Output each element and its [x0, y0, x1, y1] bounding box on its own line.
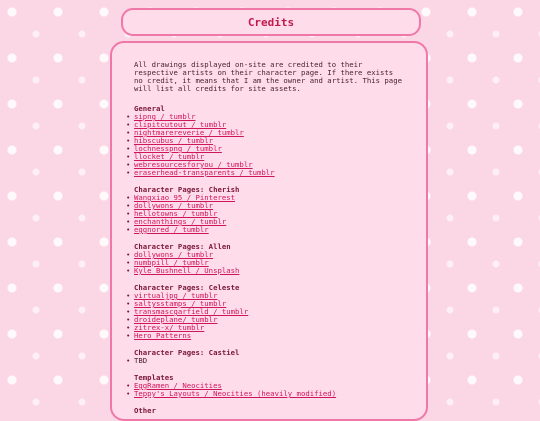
list-item	[134, 267, 406, 275]
credit-link[interactable]: Teppy's Layouts / Neocities (heavily modified)	[134, 389, 337, 398]
section-allen	[134, 242, 406, 275]
credit-link[interactable]: Wangxiao 95 / Pinterest	[134, 193, 236, 202]
credit-link[interactable]: enchanthings / tumblr	[134, 217, 227, 226]
credit-link[interactable]: dollywons / tumblr	[134, 250, 214, 259]
section-cherish	[134, 185, 406, 234]
section-heading: Templates	[134, 373, 174, 382]
list-item	[134, 226, 406, 234]
section-castiel	[134, 348, 406, 365]
credit-link[interactable]: dollywons / tumblr	[134, 201, 214, 210]
credit-link[interactable]: Hero Patterns	[134, 331, 192, 340]
credit-link[interactable]: clipitcutout / tumblr	[134, 120, 227, 129]
credit-link[interactable]: droideplane/ tumblr	[134, 315, 218, 324]
section-heading: Character Pages: Cherish	[134, 185, 240, 194]
credit-link[interactable]: hellotowns / tumblr	[134, 209, 218, 218]
credit-link[interactable]: saltysstamps / tumblr	[134, 299, 227, 308]
credit-link[interactable]: zitrex-x/ tumblr	[134, 323, 205, 332]
section-templates	[134, 373, 406, 398]
intro-text: All drawings displayed on-site are credited to their respective artists on their character page. If there exists no credit, it means that I am the owner and artist. This page will list all credits for site assets.	[134, 60, 402, 93]
title-box	[121, 8, 421, 36]
credit-link[interactable]: virtualjpg / tumblr	[134, 291, 218, 300]
section-heading: Character Pages: Castiel	[134, 348, 240, 357]
section-heading: General	[134, 104, 165, 113]
credits-panel	[110, 41, 428, 421]
list-item	[134, 357, 406, 365]
list-item	[134, 390, 406, 398]
credit-link[interactable]: Kyle Bushnell / Unsplash	[134, 266, 240, 275]
section-general	[134, 104, 406, 177]
list-item	[134, 332, 406, 340]
section-other	[134, 406, 406, 415]
page-title: Credits	[247, 15, 295, 29]
credit-link[interactable]: lochnesspng / tumblr	[134, 144, 222, 153]
credit-text: TBD	[134, 356, 148, 365]
credits-content	[134, 61, 406, 421]
credit-link[interactable]: transmascgarfield / tumblr	[134, 307, 249, 316]
credit-link[interactable]: eraserhead-transparents / tumblr	[134, 168, 275, 177]
section-celeste	[134, 283, 406, 340]
credit-link[interactable]: nightmarereverie / tumblr	[134, 128, 244, 137]
credit-link[interactable]: webresourcesforyou / tumblr	[134, 160, 253, 169]
credit-link[interactable]: sipng / tumblr	[134, 112, 196, 121]
credit-link[interactable]: eggnored / tumblr	[134, 225, 209, 234]
list-item	[134, 169, 406, 177]
credit-link[interactable]: numbpill / tumblr	[134, 258, 209, 267]
credit-link[interactable]: llocket / tumblr	[134, 152, 205, 161]
credit-link[interactable]: hibscubus / tumblr	[134, 136, 214, 145]
section-heading: Character Pages: Allen	[134, 242, 231, 251]
credit-link[interactable]: EggRamen / Neocities	[134, 381, 222, 390]
section-heading: Character Pages: Celeste	[134, 283, 240, 292]
section-heading: Other	[134, 406, 156, 415]
